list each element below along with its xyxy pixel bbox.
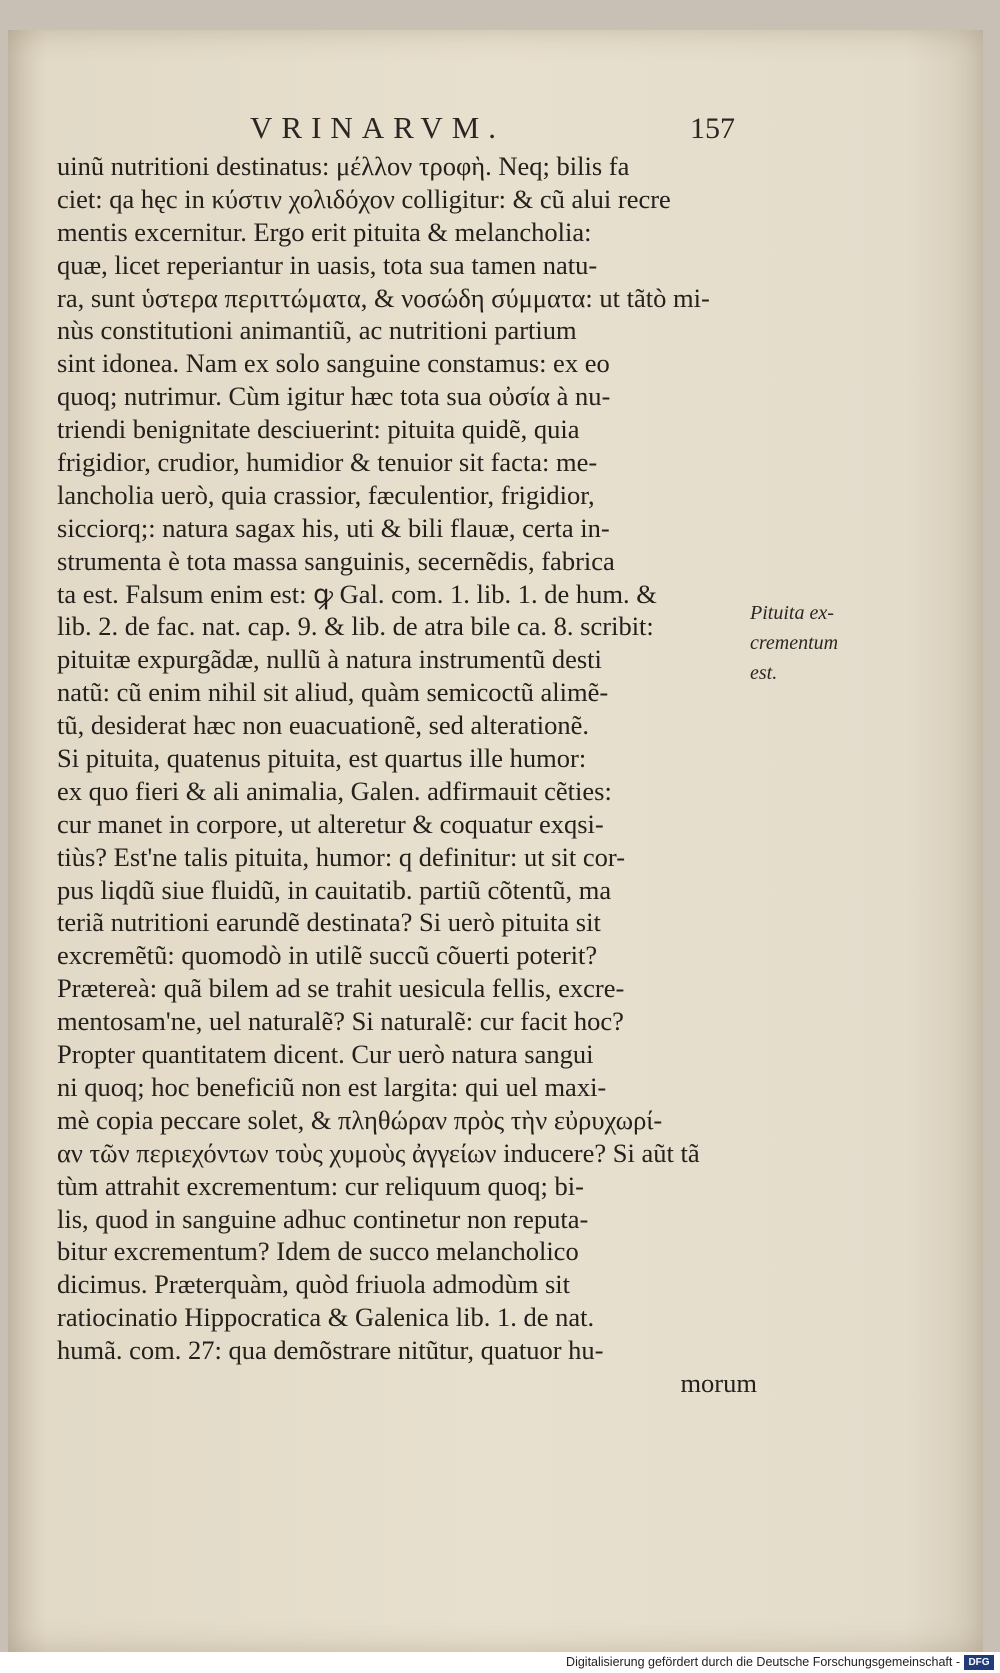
text-line: lancholia uerò, quia crassior, fæculentior, frigidior, [57,479,595,510]
text-line: pituitæ expurgãdæ, nullũ à natura instrumentũ desti [57,644,602,675]
text-line: mentosam'ne, uel naturalẽ? Si naturalẽ: cur facit hoc? [57,1006,624,1037]
text-line: ta est. Falsum enim est: ꝙ Gal. com. 1. lib. 1. de hum. & [57,578,657,609]
text-line: sint idonea. Nam ex solo sanguine constamus: ex eo [57,348,610,379]
catchword: morum [680,1367,757,1398]
text-line: frigidior, crudior, humidior & tenuior sit facta: me- [57,447,598,478]
text-line: Si pituita, quatenus pituita, est quartus ille humor: [57,743,587,774]
text-line: ra, sunt ὑστερα περιττώματα, & νοσώδη σύμματα: ut tãtò mi- [57,282,710,313]
running-title: VRINARVM. [250,110,506,145]
text-line: ciet: qa hęc in κύστιν χολιδόχον colligitur: & cũ alui recre [57,183,671,214]
footer-bar [0,1652,1000,1673]
marginal-note-line: Pituita ex- [750,602,834,624]
funding-credit: Digitalisierung gefördert durch die Deutsche Forschungsgemeinschaft - [566,1655,960,1669]
text-line: αν τῶν περιεχόντων τοὺς χυμοὺς ἀγγείων inducere? Si aũt tã [57,1137,700,1168]
text-line: dicimus. Præterquàm, quòd friuola admodùm sit [57,1269,571,1300]
text-line: ni quoq; hoc beneficiũ non est largita: qui uel maxi- [57,1071,607,1102]
text-line: Prætereà: quã bilem ad se trahit uesicula fellis, excre- [57,973,625,1004]
text-line: tùm attrahit excrementum: cur reliquum quoq; bi- [57,1170,584,1201]
text-line: lib. 2. de fac. nat. cap. 9. & lib. de atra bile ca. 8. scribit: [57,611,654,642]
marginal-note-line: est. [750,662,778,684]
text-line: tũ, desiderat hæc non euacuationẽ, sed alterationẽ. [57,710,590,741]
text-line: teriã nutritioni earundẽ destinata? Si uerò pituita sit [57,907,601,938]
marginal-note [750,598,880,688]
dfg-logo: DFG [964,1655,994,1670]
text-line: natũ: cũ enim nihil sit aliud, quàm semicoctũ alimẽ- [57,677,609,708]
text-line: ex quo fieri & ali animalia, Galen. adfirmauit cẽties: [57,775,612,806]
text-line: ratiocinatio Hippocratica & Galenica lib. 1. de nat. [57,1302,595,1333]
text-line: nùs constitutioni animantiũ, ac nutritioni partium [57,315,577,346]
text-line: triendi benignitate desciuerint: pituita quidẽ, quia [57,414,580,445]
marginal-note-line: crementum [750,632,839,654]
text-line: quæ, licet reperiantur in uasis, tota sua tamen natu- [57,249,598,280]
text-line: mè copia peccare solet, & πληθώραν πρὸς τὴν εὐρυχωρί- [57,1104,663,1135]
text-line: lis, quod in sanguine adhuc continetur non reputa- [57,1203,589,1234]
text-line: mentis excernitur. Ergo erit pituita & melancholia: [57,216,592,247]
text-line: quoq; nutrimur. Cùm igitur hæc tota sua οὐσία à nu- [57,381,611,412]
text-line: sicciorq;: natura sagax his, uti & bili flauæ, certa in- [57,512,610,543]
text-line: strumenta è tota massa sanguinis, secernẽdis, fabrica [57,545,615,576]
text-line: bitur excrementum? Idem de succo melancholico [57,1236,579,1267]
text-line: tiùs? Est'ne talis pituita, humor: q definitur: ut sit cor- [57,841,626,872]
main-text-block [57,150,757,1400]
text-line: excremẽtũ: quomodò in utilẽ succũ cõuerti poterit? [57,940,598,971]
text-line: cur manet in corpore, ut alteretur & coquatur exqsi- [57,808,604,839]
text-line: pus liqdũ siue fluidũ, in cauitatib. partiũ cõtentũ, ma [57,874,612,905]
page-number: 157 [690,112,735,145]
text-line: uinũ nutritioni destinatus: μέλλον τροφὴ. Neq; bilis fa [57,151,630,181]
text-line: Propter quantitatem dicent. Cur uerò natura sangui [57,1039,594,1070]
text-line: humã. com. 27: qua demõstrare nitũtur, quatuor hu- [57,1335,604,1366]
